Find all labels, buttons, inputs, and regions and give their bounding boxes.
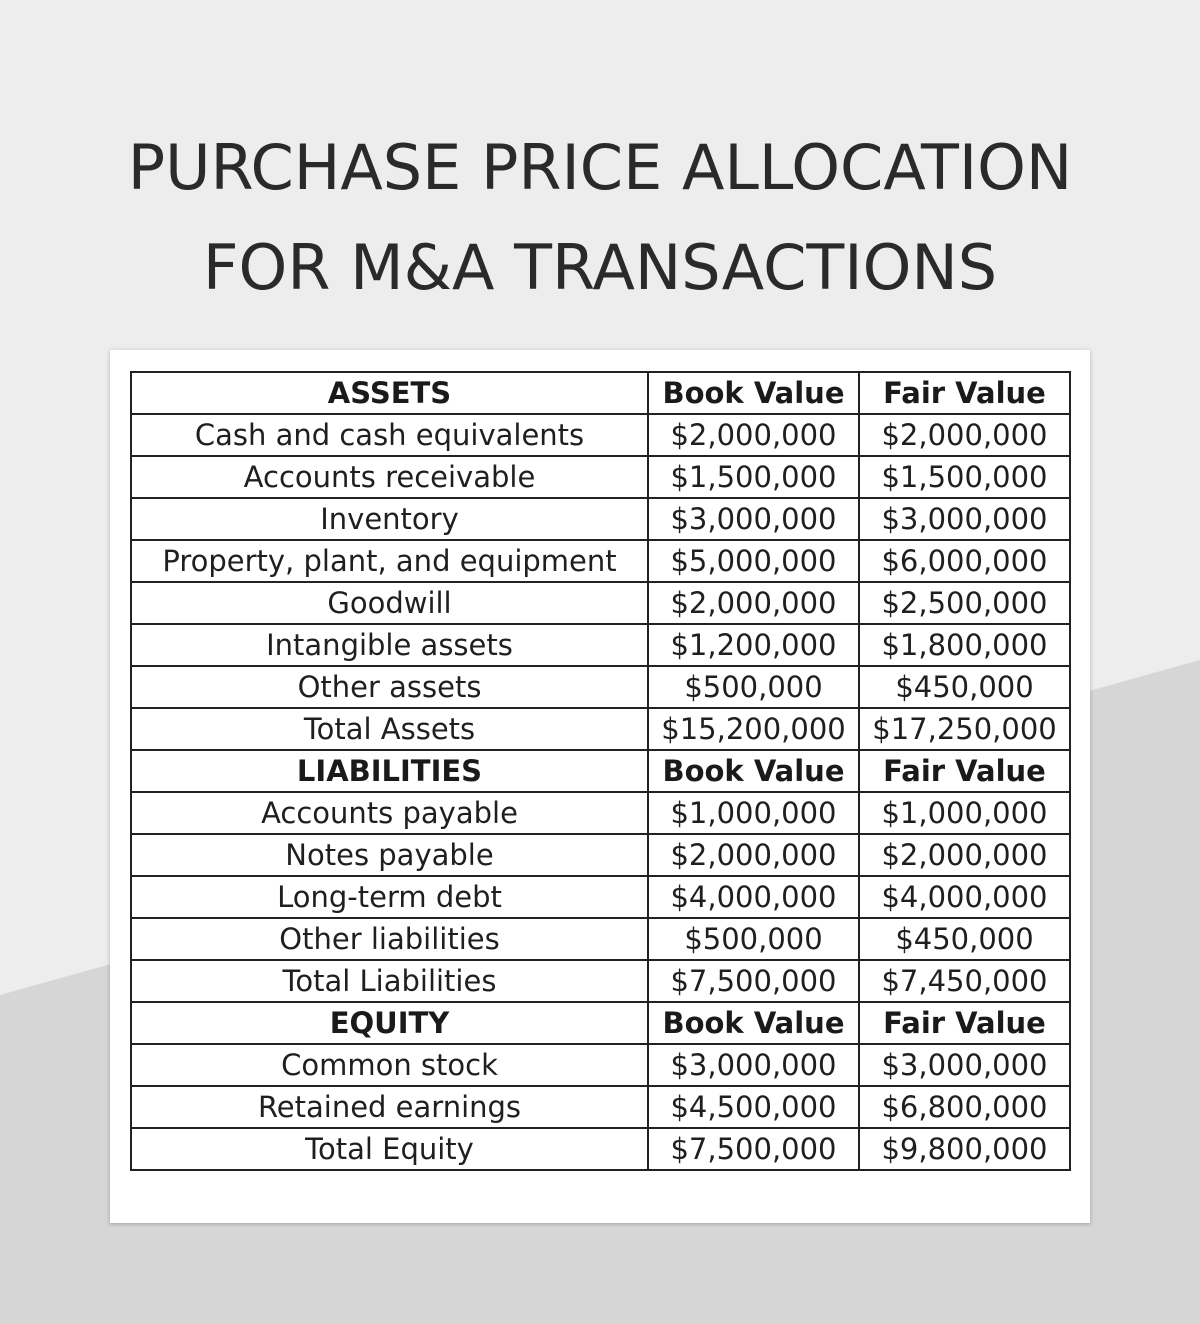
- header-cell-fair-value: Fair Value: [859, 1002, 1070, 1044]
- title-line-2: FOR M&A TRANSACTIONS: [202, 231, 998, 304]
- table-row: [131, 918, 1070, 960]
- allocation-table-body: [131, 372, 1070, 1170]
- table-row: [131, 960, 1070, 1002]
- cell-book-value: $3,000,000: [648, 1044, 859, 1086]
- cell-item: Intangible assets: [131, 624, 648, 666]
- cell-fair-value: $3,000,000: [859, 1044, 1070, 1086]
- cell-book-value: $15,200,000: [648, 708, 859, 750]
- section-header-row: [131, 1002, 1070, 1044]
- table-row: [131, 834, 1070, 876]
- header-cell-item: EQUITY: [131, 1002, 648, 1044]
- cell-fair-value: $9,800,000: [859, 1128, 1070, 1170]
- cell-book-value: $5,000,000: [648, 540, 859, 582]
- cell-book-value: $7,500,000: [648, 960, 859, 1002]
- table-card: [110, 350, 1090, 1223]
- section-header-row: [131, 372, 1070, 414]
- table-row: [131, 1086, 1070, 1128]
- header-cell-book-value: Book Value: [648, 372, 859, 414]
- cell-book-value: $500,000: [648, 918, 859, 960]
- cell-item: Long-term debt: [131, 876, 648, 918]
- cell-item: Goodwill: [131, 582, 648, 624]
- cell-fair-value: $1,000,000: [859, 792, 1070, 834]
- header-cell-book-value: Book Value: [648, 1002, 859, 1044]
- section-header-row: [131, 750, 1070, 792]
- header-cell-fair-value: Fair Value: [859, 372, 1070, 414]
- table-row: [131, 582, 1070, 624]
- cell-fair-value: $2,000,000: [859, 414, 1070, 456]
- table-row: [131, 414, 1070, 456]
- cell-fair-value: $6,800,000: [859, 1086, 1070, 1128]
- table-row: [131, 498, 1070, 540]
- cell-item: Other assets: [131, 666, 648, 708]
- cell-item: Property, plant, and equipment: [131, 540, 648, 582]
- table-row: [131, 1128, 1070, 1170]
- cell-fair-value: $1,800,000: [859, 624, 1070, 666]
- header-cell-fair-value: Fair Value: [859, 750, 1070, 792]
- cell-book-value: $4,000,000: [648, 876, 859, 918]
- cell-book-value: $7,500,000: [648, 1128, 859, 1170]
- cell-item: Accounts receivable: [131, 456, 648, 498]
- cell-book-value: $1,200,000: [648, 624, 859, 666]
- table-row: [131, 1044, 1070, 1086]
- cell-item: Accounts payable: [131, 792, 648, 834]
- cell-item: Total Assets: [131, 708, 648, 750]
- cell-fair-value: $1,500,000: [859, 456, 1070, 498]
- table-row: [131, 792, 1070, 834]
- cell-fair-value: $2,000,000: [859, 834, 1070, 876]
- title-line-1: PURCHASE PRICE ALLOCATION: [127, 131, 1073, 204]
- cell-book-value: $1,000,000: [648, 792, 859, 834]
- cell-fair-value: $6,000,000: [859, 540, 1070, 582]
- cell-item: Total Liabilities: [131, 960, 648, 1002]
- cell-item: Total Equity: [131, 1128, 648, 1170]
- cell-book-value: $3,000,000: [648, 498, 859, 540]
- cell-book-value: $500,000: [648, 666, 859, 708]
- cell-fair-value: $17,250,000: [859, 708, 1070, 750]
- table-row: [131, 624, 1070, 666]
- cell-fair-value: $4,000,000: [859, 876, 1070, 918]
- table-row: [131, 456, 1070, 498]
- table-row: [131, 540, 1070, 582]
- cell-item: Cash and cash equivalents: [131, 414, 648, 456]
- cell-book-value: $2,000,000: [648, 834, 859, 876]
- page-title: [0, 118, 1200, 318]
- header-cell-book-value: Book Value: [648, 750, 859, 792]
- cell-item: Retained earnings: [131, 1086, 648, 1128]
- cell-fair-value: $3,000,000: [859, 498, 1070, 540]
- cell-item: Inventory: [131, 498, 648, 540]
- cell-item: Notes payable: [131, 834, 648, 876]
- header-cell-item: ASSETS: [131, 372, 648, 414]
- table-row: [131, 876, 1070, 918]
- cell-book-value: $2,000,000: [648, 582, 859, 624]
- cell-fair-value: $450,000: [859, 666, 1070, 708]
- header-cell-item: LIABILITIES: [131, 750, 648, 792]
- cell-book-value: $4,500,000: [648, 1086, 859, 1128]
- table-row: [131, 708, 1070, 750]
- cell-book-value: $2,000,000: [648, 414, 859, 456]
- cell-fair-value: $450,000: [859, 918, 1070, 960]
- cell-fair-value: $7,450,000: [859, 960, 1070, 1002]
- allocation-table: [130, 371, 1071, 1171]
- cell-fair-value: $2,500,000: [859, 582, 1070, 624]
- cell-item: Other liabilities: [131, 918, 648, 960]
- cell-item: Common stock: [131, 1044, 648, 1086]
- table-row: [131, 666, 1070, 708]
- cell-book-value: $1,500,000: [648, 456, 859, 498]
